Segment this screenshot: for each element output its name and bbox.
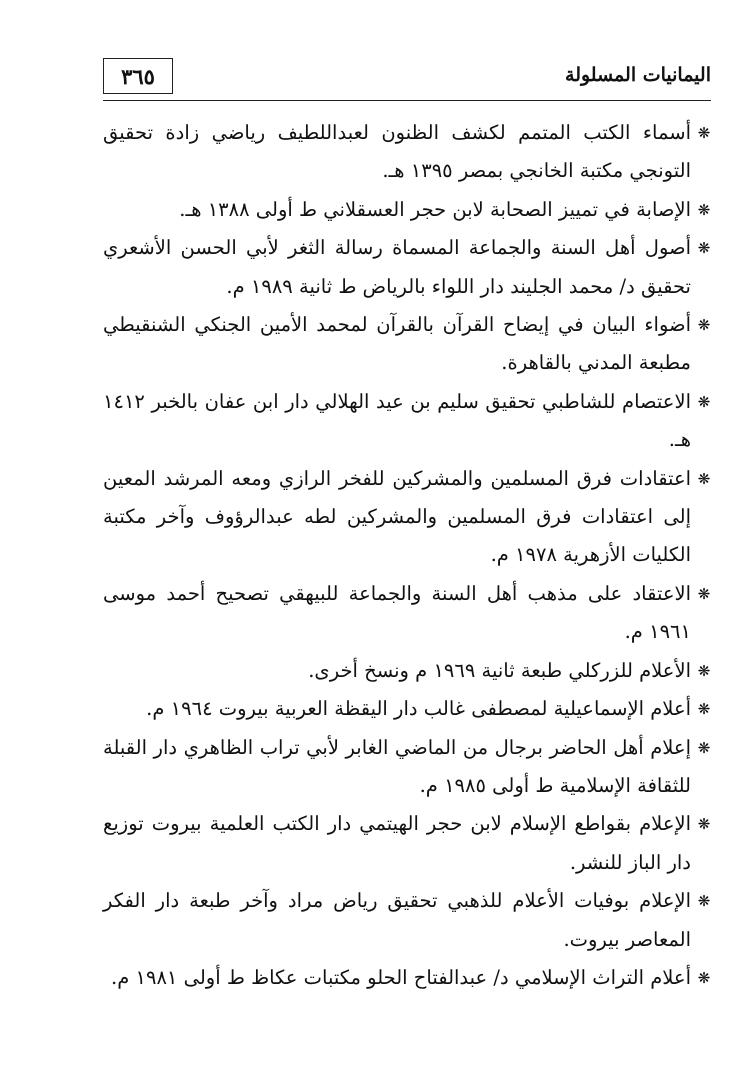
- bibliography-entry: [103, 306, 713, 383]
- bullet-icon: ❋: [697, 738, 711, 757]
- entry-text: الإعلام بوفيات الأعلام للذهبي تحقيق رياض مراد وآخر طبعة دار الفكر المعاصر بيروت.: [103, 889, 691, 951]
- bullet-icon: ❋: [697, 392, 711, 411]
- bullet-icon: ❋: [697, 584, 711, 603]
- bullet-icon: ❋: [697, 968, 711, 987]
- bibliography-entry: [103, 191, 713, 229]
- bibliography-entry: [103, 229, 713, 306]
- bibliography-entry: [103, 652, 713, 690]
- bullet-icon: ❋: [697, 700, 711, 719]
- header-rule: [103, 100, 711, 101]
- bullet-icon: ❋: [697, 815, 711, 834]
- bibliography-entry: [103, 882, 713, 959]
- entry-text: أعلام التراث الإسلامي د/ عبدالفتاح الحلو مكتبات عكاظ ط أولى ١٩٨١ م.: [111, 965, 691, 989]
- entry-text: إعلام أهل الحاضر برجال من الماضي الغابر لأبي تراب الظاهري دار القبلة للثقافة الإسلامية ط أولى ١٩٨٥ م.: [103, 735, 691, 797]
- entry-text: اعتقادات فرق المسلمين والمشركين للفخر الرازي ومعه المرشد المعين إلى اعتقادات فرق المسلمين والمشركين لطه عبدالرؤوف وآخر مكتبة الكليات الأزهرية ١٩٧٨ م.: [103, 466, 691, 567]
- bullet-icon: ❋: [697, 239, 711, 258]
- entry-text: أسماء الكتب المتمم لكشف الظنون لعبداللطيف رياضي زادة تحقيق التونجي مكتبة الخانجي بمصر ١٣٩٥ هـ.: [103, 121, 691, 183]
- entry-text: الاعتصام للشاطبي تحقيق سليم بن عيد الهلالي دار ابن عفان بالخبر ١٤١٢ هـ.: [103, 389, 691, 452]
- page-number: ٣٦٥: [103, 58, 173, 94]
- running-title: اليمانيات المسلولة: [565, 64, 711, 86]
- bullet-icon: ❋: [697, 892, 711, 911]
- bullet-icon: ❋: [697, 661, 711, 680]
- entry-text: الأعلام للزركلي طبعة ثانية ١٩٦٩ م ونسخ أخرى.: [308, 658, 691, 682]
- bibliography-entry: [103, 959, 713, 997]
- bullet-icon: ❋: [697, 124, 711, 142]
- entry-text: الإعلام بقواطع الإسلام لابن حجر الهيتمي دار الكتب العلمية بيروت توزيع دار الباز للنشر.: [103, 812, 691, 874]
- bullet-icon: ❋: [697, 469, 711, 488]
- bibliography-entry: [103, 460, 713, 575]
- entry-text: أعلام الإسماعيلية لمصطفى غالب دار اليقظة العربية بيروت ١٩٦٤ م.: [146, 697, 691, 721]
- bibliography-entry: [103, 114, 713, 191]
- bullet-icon: ❋: [697, 200, 711, 219]
- bullet-icon: ❋: [697, 316, 711, 335]
- bibliography-entry: [103, 729, 713, 806]
- bibliography-entry: [103, 575, 713, 652]
- bibliography-entry: [103, 690, 713, 728]
- entry-text: أضواء البيان في إيضاح القرآن بالقرآن لمحمد الأمين الجنكي الشنقيطي مطبعة المدني بالقاهرة.: [103, 313, 691, 375]
- bibliography-entry: [103, 805, 713, 882]
- entry-text: الاعتقاد على مذهب أهل السنة والجماعة للبيهقي تصحيح أحمد موسى ١٩٦١ م.: [103, 581, 691, 644]
- page-header: [103, 56, 711, 100]
- entry-text: الإصابة في تمييز الصحابة لابن حجر العسقلاني ط أولى ١٣٨٨ هـ.: [179, 197, 691, 221]
- entry-text: أصول أهل السنة والجماعة المسماة رسالة الثغر لأبي الحسن الأشعري تحقيق د/ محمد الجليند دار اللواء بالرياض ط ثانية ١٩٨٩ م.: [103, 236, 691, 298]
- bibliography-entry: [103, 383, 713, 460]
- bibliography-list: [103, 114, 713, 997]
